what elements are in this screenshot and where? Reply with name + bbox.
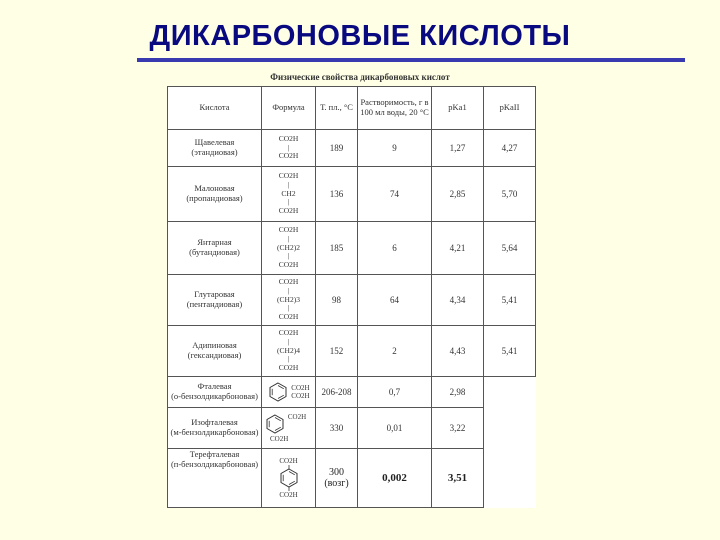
table-row (168, 377, 536, 408)
acid-name-cell (168, 408, 262, 449)
header-acid: Кислота (168, 87, 262, 130)
solubility: 6 (358, 222, 432, 275)
formula-line: CH2 (281, 188, 296, 198)
pka2: 5,41 (484, 326, 536, 377)
formula-cell (262, 377, 316, 408)
formula-line: CO2H (291, 383, 310, 392)
acid-name-cell (168, 130, 262, 167)
table-row (168, 326, 536, 377)
solubility: 0,7 (358, 377, 432, 408)
formula-line: CO2H (279, 491, 298, 499)
formula-bond: | (287, 197, 290, 207)
acid-systematic-name: (пентандиовая) (186, 299, 243, 309)
header-pk1: pKa1 (432, 87, 484, 130)
melting-point-note: (возг) (324, 478, 349, 489)
solubility: 74 (358, 167, 432, 222)
benzene-ring-icon (267, 381, 289, 403)
table-caption: Физические свойства дикарбоновых кислот (270, 72, 450, 82)
formula-line: (CH2)4 (277, 345, 300, 355)
acid-systematic-name: (м-бензолдикарбоновая) (170, 427, 259, 437)
pka1: 4,43 (432, 326, 484, 377)
empty-cell (484, 449, 536, 508)
pka1: 3,51 (432, 449, 484, 508)
solubility: 64 (358, 275, 432, 326)
formula-line: CO2H (278, 311, 299, 321)
table-row (168, 167, 536, 222)
formula-cell (262, 167, 316, 222)
formula-line: CO2H (278, 362, 299, 372)
slide-title: ДИКАРБОНОВЫЕ КИСЛОТЫ (149, 20, 571, 52)
melting-point: 185 (316, 222, 358, 275)
header-pk2: pKaII (484, 87, 536, 130)
formula-line: CO2H (278, 259, 299, 269)
acid-name: Фталевая (197, 381, 232, 392)
formula-line: (CH2)3 (277, 294, 300, 304)
pka1: 3,22 (432, 408, 484, 449)
formula-line: CO2H (278, 151, 299, 161)
solubility: 9 (358, 130, 432, 167)
melting-point: 98 (316, 275, 358, 326)
acid-systematic-name: (пропандиовая) (186, 193, 243, 203)
acid-name-cell (168, 326, 262, 377)
benzene-ring-icon (278, 465, 300, 491)
acid-systematic-name: (о-бензолдикарбоновая) (171, 391, 258, 401)
formula-line: CO2H (278, 205, 299, 215)
acid-name-cell (168, 167, 262, 222)
formula-bond: | (287, 337, 290, 347)
pka1: 4,34 (432, 275, 484, 326)
table-row (168, 130, 536, 167)
pka1: 2,98 (432, 377, 484, 408)
table-row (168, 449, 536, 508)
table-row (168, 222, 536, 275)
formula-line: CO2H (270, 434, 289, 443)
solubility: 0,002 (358, 449, 432, 508)
solubility: 0,01 (358, 408, 432, 449)
acid-name: Адипиновая (192, 340, 237, 351)
formula-line: CO2H (278, 277, 299, 287)
melting-point: 300 (329, 466, 344, 478)
formula-line: CO2H (287, 412, 307, 421)
formula-line: CO2H (278, 225, 299, 235)
pka1: 4,21 (432, 222, 484, 275)
empty-cell (484, 408, 536, 449)
formula-cell (262, 275, 316, 326)
benzene-ring-icon (264, 413, 286, 435)
formula-line: CO2H (291, 392, 310, 400)
acid-systematic-name: (гександиовая) (187, 350, 242, 360)
table-row (168, 275, 536, 326)
acid-name-cell (168, 222, 262, 275)
acid-name: Глутаровая (194, 289, 235, 300)
properties-table (167, 86, 536, 508)
acid-name-cell (168, 275, 262, 326)
pka2: 4,27 (484, 130, 536, 167)
acid-systematic-name: (п-бензолдикарбоновая) (170, 458, 259, 469)
formula-bond: | (287, 303, 290, 313)
acid-systematic-name: (этандиовая) (191, 147, 238, 157)
formula-cell (262, 449, 316, 508)
pka1: 1,27 (432, 130, 484, 167)
formula-bond: | (287, 286, 290, 296)
melting-point: 152 (316, 326, 358, 377)
formula-bond: | (287, 251, 290, 261)
melting-point: 136 (316, 167, 358, 222)
pka1: 2,85 (432, 167, 484, 222)
header-solubility: Растворимость, г в 100 мл воды, 20 °С (358, 87, 432, 130)
acid-name: Щавелевая (194, 137, 235, 148)
table-row (168, 408, 536, 449)
formula-bond: | (287, 354, 290, 364)
header-row (168, 87, 536, 130)
title-rule (137, 58, 685, 62)
formula-cell (262, 222, 316, 275)
melting-point: 206-208 (316, 377, 358, 408)
header-tm: Т. пл., °С (316, 87, 358, 130)
acid-name: Изофталевая (191, 417, 238, 428)
empty-cell (484, 377, 536, 408)
formula-bond: | (287, 142, 290, 152)
melting-point: 330 (316, 408, 358, 449)
header-formula: Формула (262, 87, 316, 130)
formula-bond: | (287, 180, 290, 190)
acid-name-cell (168, 377, 262, 408)
formula-cell (262, 130, 316, 167)
formula-line: CO2H (279, 456, 298, 465)
formula-cell (262, 326, 316, 377)
melting-point: 189 (316, 130, 358, 167)
acid-name: Малоновая (194, 183, 235, 194)
formula-line: CO2H (278, 328, 299, 338)
formula-line: (CH2)2 (277, 242, 300, 252)
melting-point-cell (316, 449, 358, 508)
formula-line: CO2H (278, 171, 299, 181)
acid-name-cell (168, 449, 262, 508)
acid-name: Янтарная (197, 237, 232, 248)
acid-systematic-name: (бутандиовая) (189, 247, 240, 257)
pka2: 5,70 (484, 167, 536, 222)
pka2: 5,64 (484, 222, 536, 275)
acid-name: Терефталевая (189, 449, 240, 459)
formula-line: CO2H (278, 134, 299, 144)
formula-cell (262, 408, 316, 449)
formula-bond: | (287, 234, 290, 244)
pka2: 5,41 (484, 275, 536, 326)
solubility: 2 (358, 326, 432, 377)
